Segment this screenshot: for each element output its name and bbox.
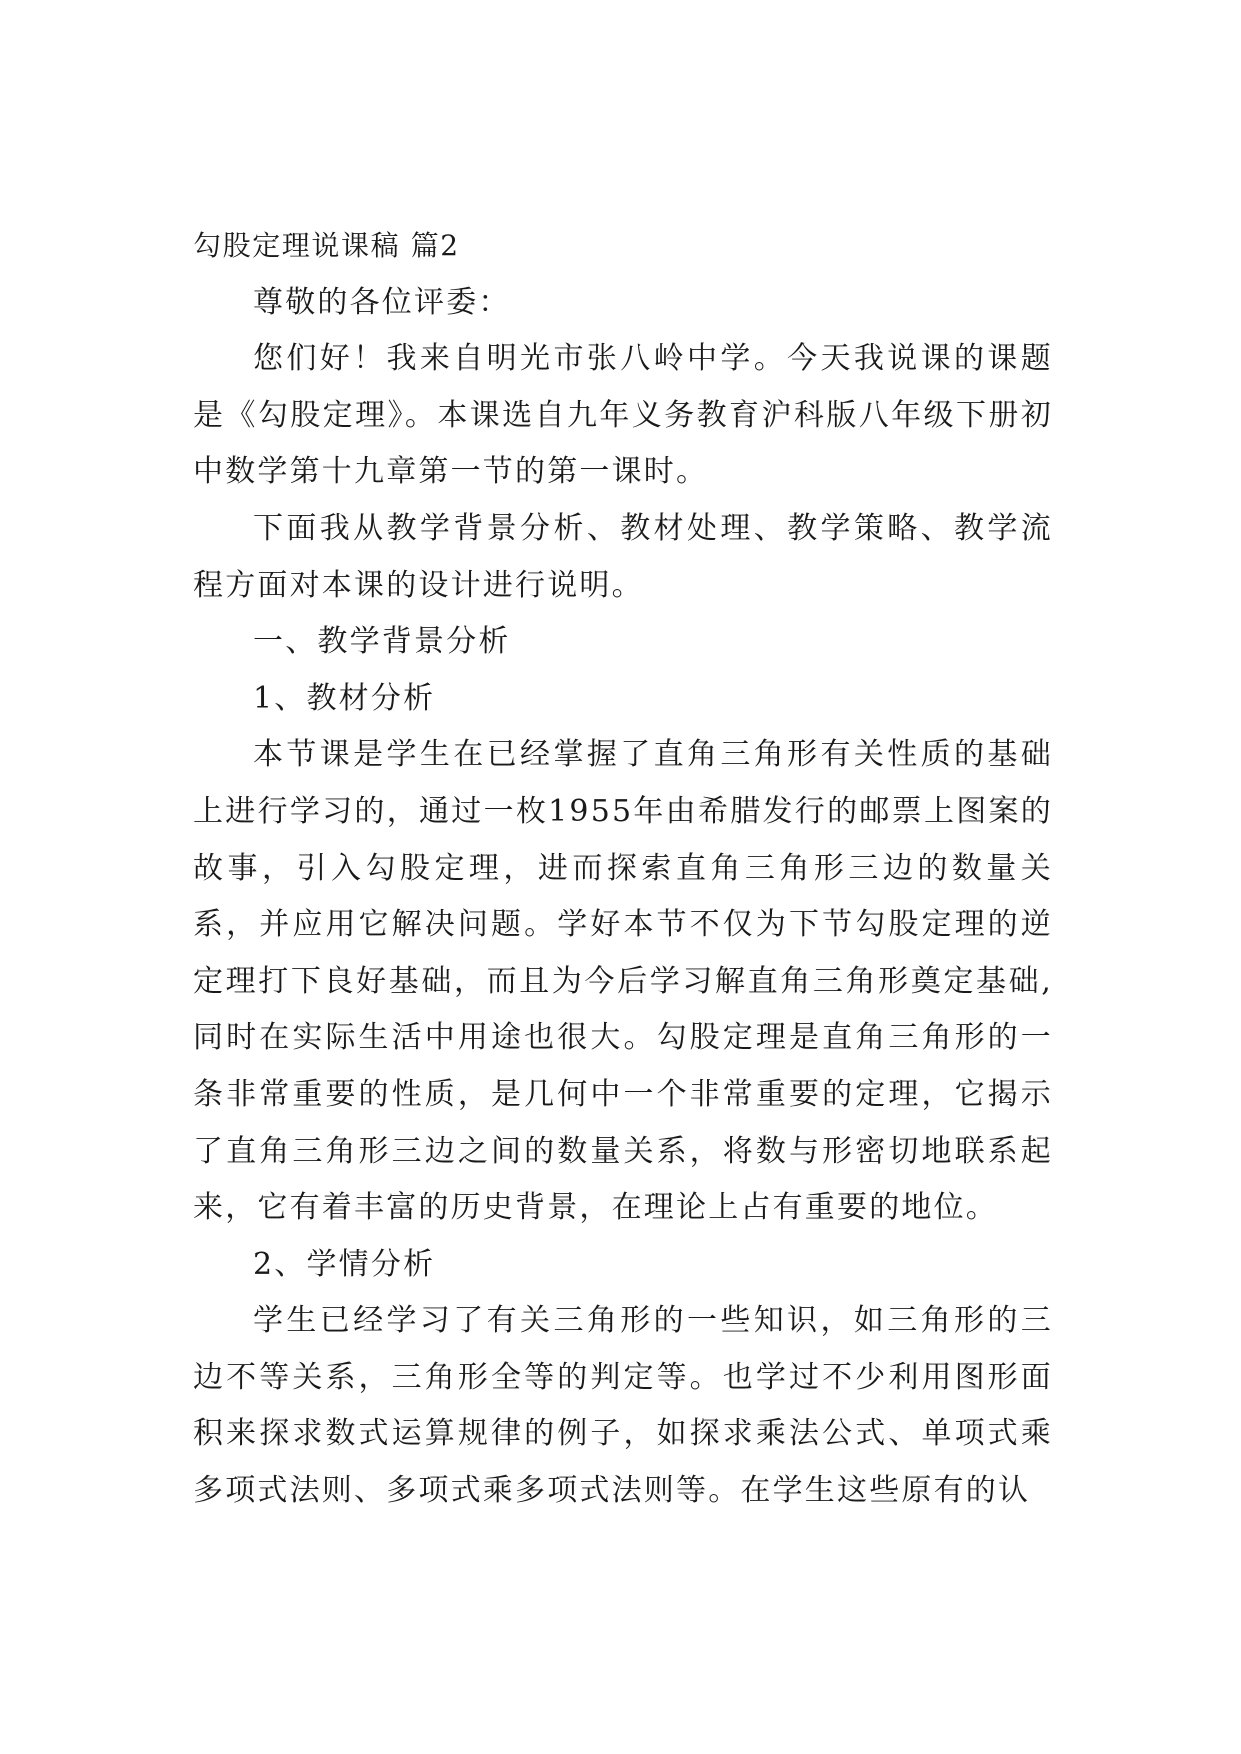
- paragraph-student-analysis: 学生已经学习了有关三角形的一些知识，如三角形的三边不等关系，三角形全等的判定等。也学过不少利用图形面积来探求数式运算规律的例子，如探求乘法公式、单项式乘多项式法则、多项式乘多项式法则等。在学生这些原有的认: [193, 1303, 1053, 1509]
- subsection-heading: 2、学情分析: [253, 1246, 436, 1282]
- paragraph-outline: 下面我从教学背景分析、教材处理、教学策略、教学流程方面对本课的设计进行说明。: [193, 510, 1053, 603]
- section-heading: 一、教学背景分析: [253, 624, 511, 660]
- subsection-heading: 1、教材分析: [253, 680, 436, 716]
- salutation: 尊敬的各位评委：: [253, 284, 511, 320]
- document-body: [193, 218, 1053, 1520]
- paragraph-textbook-analysis: 本节课是学生在已经掌握了直角三角形有关性质的基础上进行学习的，通过一枚1955年由希腊发行的邮票上图案的故事，引入勾股定理，进而探索直角三角形三边的数量关系，并应用它解决问题。学好本节不仅为下节勾股定理的逆定理打下良好基础，而且为今后学习解直角三角形奠定基础,同时在实际生活中用途也很大。勾股定理是直角三角形的一条非常重要的性质，是几何中一个非常重要的定理，它揭示了直角三角形三边之间的数量关系，将数与形密切地联系起来，它有着丰富的历史背景，在理论上占有重要的地位。: [193, 737, 1053, 1226]
- paragraph-intro: 您们好！我来自明光市张八岭中学。今天我说课的课题是《勾股定理》。本课选自九年义务教育沪科版八年级下册初中数学第十九章第一节的第一课时。: [193, 341, 1053, 490]
- document-title: 勾股定理说课稿 篇2: [193, 229, 460, 262]
